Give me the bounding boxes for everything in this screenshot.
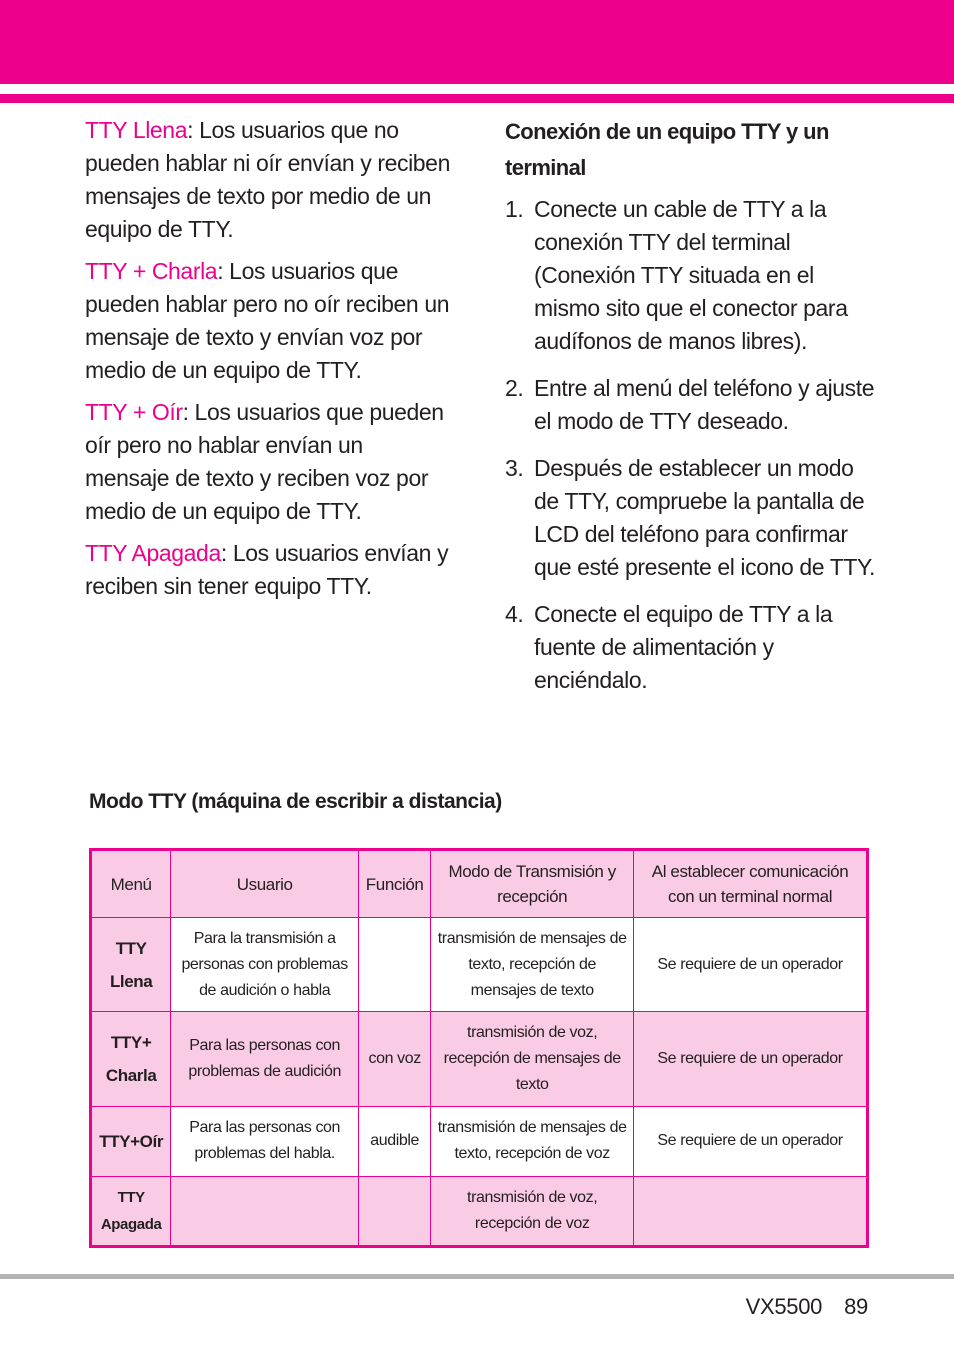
desc-tty-charla bbox=[85, 255, 450, 387]
row-mode: transmisión de mensajes de texto, recepción de voz bbox=[431, 1106, 634, 1176]
step-number: 2. bbox=[505, 375, 524, 401]
desc-tty-apagada bbox=[85, 537, 450, 603]
term-tty-charla: TTY + Charla bbox=[85, 258, 218, 284]
tty-mode-table bbox=[89, 848, 869, 1248]
row-menu: TTY Apagada bbox=[91, 1176, 171, 1246]
step-number: 4. bbox=[505, 601, 524, 627]
step-item bbox=[505, 193, 875, 358]
desc-tty-oir bbox=[85, 396, 450, 528]
term-tty-oir: TTY + Oír bbox=[85, 399, 183, 425]
desc-text: : Los usuarios que pueden oír pero no hablar envían un mensaje de texto y reciben voz por medio de un equipo de TTY. bbox=[85, 399, 444, 524]
row-menu: TTY+ Charla bbox=[91, 1012, 171, 1106]
row-mode: transmisión de voz, recepción de voz bbox=[431, 1176, 634, 1246]
row-function: audible bbox=[359, 1106, 431, 1176]
step-text: Después de establecer un modo de TTY, compruebe la pantalla de LCD del teléfono para confirmar que esté presente el icono de TTY. bbox=[534, 455, 876, 580]
header-function: Función bbox=[359, 850, 431, 918]
step-text: Conecte un cable de TTY a la conexión TTY del terminal (Conexión TTY situada en el mismo sito que el conector para audífonos de manos libres). bbox=[534, 196, 848, 354]
model-name: VX5500 bbox=[745, 1294, 823, 1319]
tty-mode-descriptions bbox=[85, 114, 450, 612]
header-menu: Menú bbox=[91, 850, 171, 918]
table-row bbox=[91, 1176, 868, 1246]
section-heading: Conexión de un equipo TTY y un terminal bbox=[505, 119, 829, 180]
row-menu: TTY Llena bbox=[91, 918, 171, 1012]
row-mode: transmisión de voz, recepción de mensajes de texto bbox=[431, 1012, 634, 1106]
term-tty-apagada: TTY Apagada bbox=[85, 540, 221, 566]
row-user: Para las personas con problemas del habla. bbox=[171, 1106, 359, 1176]
row-normal bbox=[634, 1176, 868, 1246]
table-row bbox=[91, 918, 868, 1012]
row-function bbox=[359, 1176, 431, 1246]
desc-text: : Los usuarios que no pueden hablar ni oír envían y reciben mensajes de texto por medio de un equipo de TTY. bbox=[85, 117, 450, 242]
step-text: Conecte el equipo de TTY a la fuente de alimentación y enciéndalo. bbox=[534, 601, 833, 693]
step-item bbox=[505, 598, 875, 697]
step-item bbox=[505, 372, 875, 438]
desc-text: : Los usuarios que pueden hablar pero no oír reciben un mensaje de texto y envían voz por medio de un equipo de TTY. bbox=[85, 258, 450, 383]
row-function: con voz bbox=[359, 1012, 431, 1106]
steps-list bbox=[505, 193, 875, 697]
footer-rule bbox=[0, 1274, 954, 1279]
page-number: 89 bbox=[844, 1294, 868, 1319]
table-title: Modo TTY (máquina de escribir a distancia) bbox=[89, 790, 502, 813]
desc-text: : Los usuarios envían y reciben sin tener equipo TTY. bbox=[85, 540, 449, 599]
desc-tty-llena bbox=[85, 114, 450, 246]
step-text: Entre al menú del teléfono y ajuste el modo de TTY deseado. bbox=[534, 375, 875, 434]
row-normal: Se requiere de un operador bbox=[634, 918, 868, 1012]
header-bar bbox=[0, 0, 954, 84]
header-mode: Modo de Transmisión y recepción bbox=[431, 850, 634, 918]
header-user: Usuario bbox=[171, 850, 359, 918]
page-footer bbox=[746, 1294, 868, 1320]
table-row bbox=[91, 1106, 868, 1176]
row-menu: TTY+Oír bbox=[91, 1106, 171, 1176]
connection-instructions bbox=[505, 114, 875, 711]
header-rule bbox=[0, 94, 954, 103]
header-normal: Al establecer comunicación con un terminal normal bbox=[634, 850, 868, 918]
step-number: 3. bbox=[505, 455, 524, 481]
row-user: Para la transmisión a personas con problemas de audición o habla bbox=[171, 918, 359, 1012]
row-mode: transmisión de mensajes de texto, recepción de mensajes de texto bbox=[431, 918, 634, 1012]
row-user: Para las personas con problemas de audición bbox=[171, 1012, 359, 1106]
row-normal: Se requiere de un operador bbox=[634, 1012, 868, 1106]
term-tty-llena: TTY Llena bbox=[85, 117, 188, 143]
step-number: 1. bbox=[505, 196, 524, 222]
table-row bbox=[91, 1012, 868, 1106]
table-header-row bbox=[91, 850, 868, 918]
row-normal: Se requiere de un operador bbox=[634, 1106, 868, 1176]
row-user bbox=[171, 1176, 359, 1246]
row-function bbox=[359, 918, 431, 1012]
step-item bbox=[505, 452, 875, 584]
